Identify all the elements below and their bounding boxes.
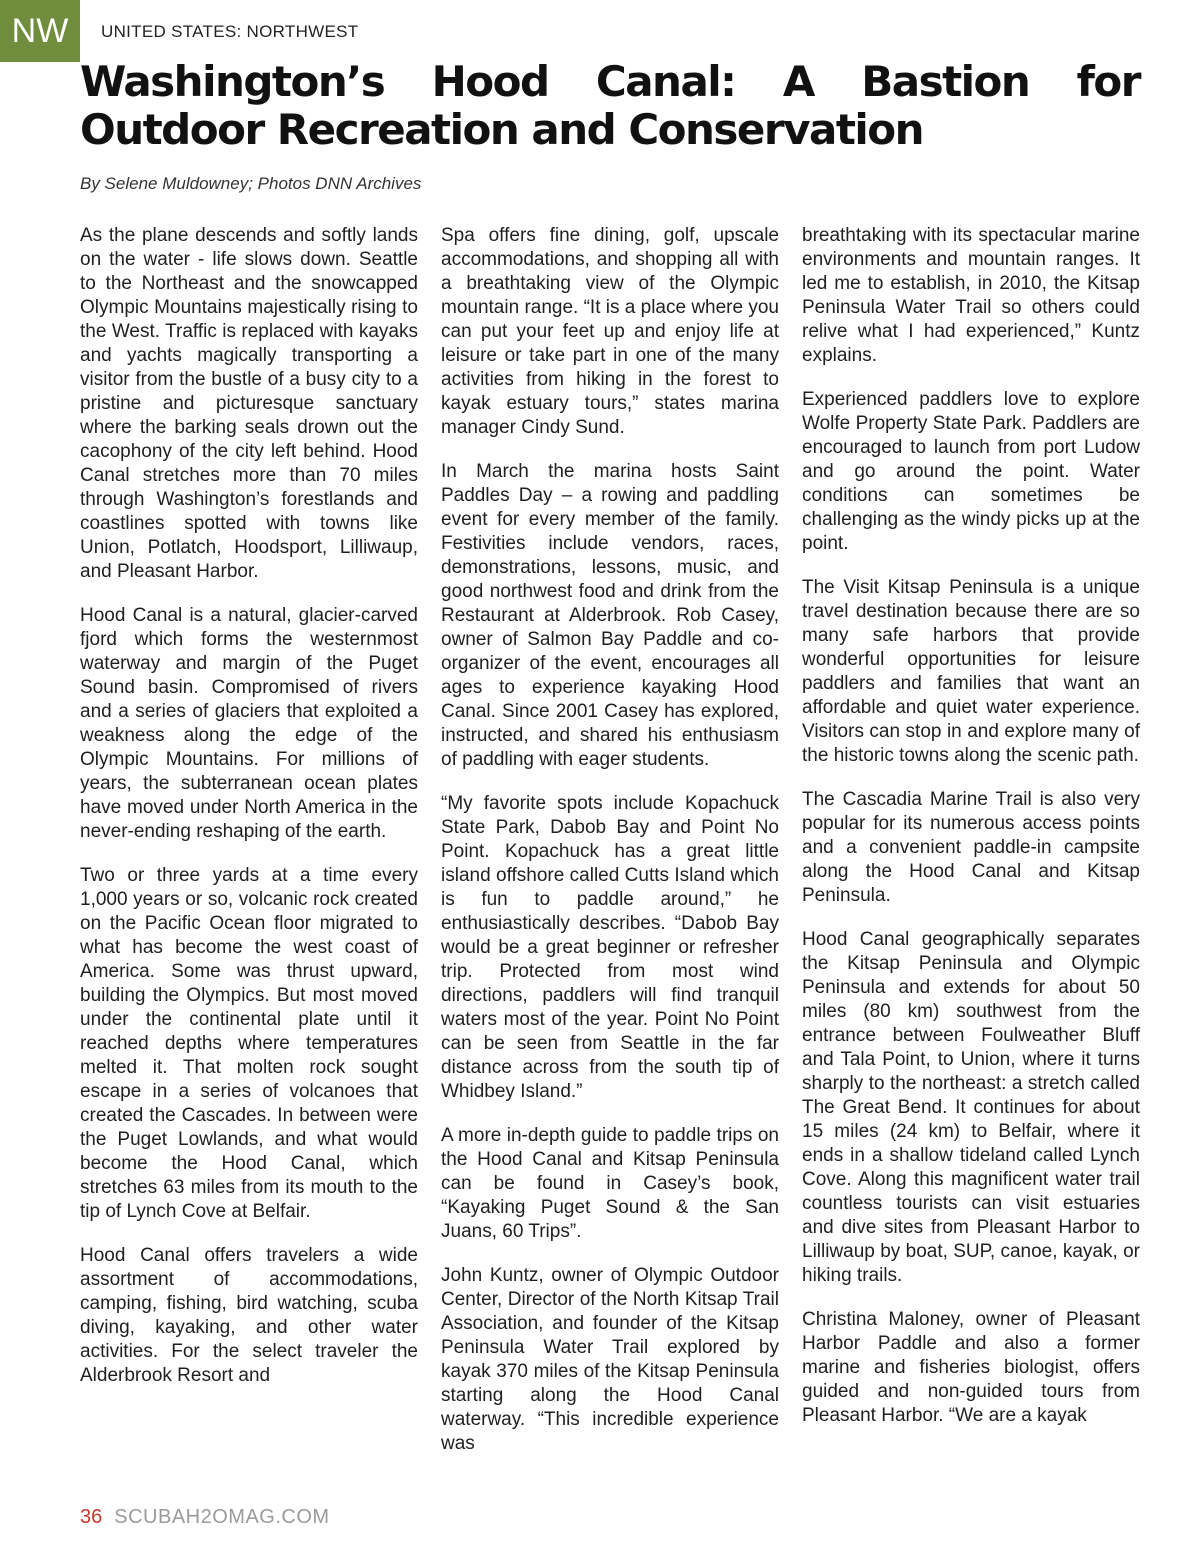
site-url: SCUBAH2OMAG.COM	[114, 1506, 330, 1528]
paragraph: As the plane descends and softly lands on the water - life slows down. Seattle to the Northeast and the snowcapped Olympic Mountains majestically rising to the West. Traffic is replaced with kayaks and yachts magically transporting a visitor from the bustle of a busy city to a pristine and picturesque sanctuary where the barking seals drown out the cacophony of the city left behind. Hood Canal stretches more than 70 miles through Washington’s forestlands and coastlines spotted with towns like Union, Potlatch, Hoodsport, Lilliwaup, and Pleasant Harbor.	[80, 225, 418, 582]
paragraph: John Kuntz, owner of Olympic Outdoor Center, Director of the North Kitsap Trail Association, and founder of the Kitsap Peninsula Water Trail explored by kayak 370 miles of the Kitsap Peninsula starting along the Hood Canal waterway. “This incredible experience was	[441, 1265, 779, 1454]
paragraph: Hood Canal offers travelers a wide assortment of accommodations, camping, fishing, bird watching, scuba diving, kayaking, and other water activities. For the select traveler the Alderbrook Resort and	[80, 1245, 418, 1386]
paragraph: A more in-depth guide to paddle trips on the Hood Canal and Kitsap Peninsula can be found in Casey’s book, “Kayaking Puget Sound & the San Juans, 60 Trips”.	[441, 1125, 779, 1242]
article-column-3	[802, 224, 1140, 1448]
page-number: 36	[80, 1506, 103, 1528]
paragraph: Hood Canal is a natural, glacier-carved fjord which forms the westernmost waterway and margin of the Puget Sound basin. Compromised of rivers and a series of glaciers that exploited a weakness along the edge of the Olympic Mountains. For millions of years, the subterranean ocean plates have moved under North America in the never-ending reshaping of the earth.	[80, 605, 418, 842]
paragraph: In March the marina hosts Saint Paddles Day – a rowing and paddling event for every member of the family. Festivities include vendors, races, demonstrations, lessons, music, and good northwest food and drink from the Restaurant at Alderbrook. Rob Casey, owner of Salmon Bay Paddle and co-organizer of the event, encourages all ages to experience kayaking Hood Canal. Since 2001 Casey has explored, instructed, and shared his enthusiasm of paddling with eager students.	[441, 461, 779, 770]
page-footer	[80, 1506, 330, 1529]
paragraph: Experienced paddlers love to explore Wolfe Property State Park. Paddlers are encouraged to launch from port Ludow and go around the point. Water conditions can sometimes be challenging as the windy picks up at the point.	[802, 389, 1140, 554]
article-column-1	[80, 224, 418, 1408]
paragraph: The Visit Kitsap Peninsula is a unique travel destination because there are so many safe harbors that provide wonderful opportunities for leisure paddlers and families that want an affordable and quiet water experience. Visitors can stop in and explore many of the historic towns along the scenic path.	[802, 577, 1140, 766]
article-title: Washington’s Hood Canal: A Bastion for Outdoor Recreation and Conservation	[80, 57, 1140, 154]
paragraph: “My favorite spots include Kopachuck State Park, Dabob Bay and Point No Point. Kopachuck has a great little island offshore called Cutts Island which is fun to paddle around,” he enthusiastically describes. “Dabob Bay would be a great beginner or refresher trip. Protected from most wind directions, paddlers will find tranquil waters most of the year. Point No Point can be seen from Seattle in the far distance across from the south tip of Whidbey Island.”	[441, 793, 779, 1102]
paragraph: Hood Canal geographically separates the Kitsap Peninsula and Olympic Peninsula and extends for about 50 miles (80 km) southwest from the entrance between Foulweather Bluff and Tala Point, to Union, where it turns sharply to the northeast: a stretch called The Great Bend. It continues for about 15 miles (24 km) to Belfair, where it ends in a shallow tideland called Lynch Cove. Along this magnificent water trail countless tourists can visit estuaries and dive sites from Pleasant Harbor to Lilliwaup by boat, SUP, canoe, kayak, or hiking trails.	[802, 929, 1140, 1286]
paragraph: Christina Maloney, owner of Pleasant Harbor Paddle and also a former marine and fisheries biologist, offers guided and non-guided tours from Pleasant Harbor. “We are a kayak	[802, 1309, 1140, 1426]
article-byline: By Selene Muldowney; Photos DNN Archives	[80, 174, 422, 193]
paragraph: Spa offers fine dining, golf, upscale accommodations, and shopping all with a breathtaking view of the Olympic mountain range. “It is a place where you can put your feet up and enjoy life at leisure or take part in one of the many activities from hiking in the forest to kayak estuary tours,” states marina manager Cindy Sund.	[441, 225, 779, 438]
paragraph: breathtaking with its spectacular marine environments and mountain ranges. It led me to establish, in 2010, the Kitsap Peninsula Water Trail so others could relive what I had experienced,” Kuntz explains.	[802, 225, 1140, 366]
paragraph: Two or three yards at a time every 1,000 years or so, volcanic rock created on the Pacific Ocean floor migrated to what has become the west coast of America. Some was thrust upward, building the Olympics. But most moved under the continental plate until it reached depths where temperatures melted it. That molten rock sought escape in a series of volcanoes that created the Cascades. In between were the Puget Lowlands, and what would become the Hood Canal, which stretches 63 miles from its mouth to the tip of Lynch Cove at Belfair.	[80, 865, 418, 1222]
article-column-2	[441, 224, 779, 1476]
section-label: UNITED STATES: NORTHWEST	[101, 22, 359, 41]
paragraph: The Cascadia Marine Trail is also very popular for its numerous access points and a convenient paddle-in campsite along the Hood Canal and Kitsap Peninsula.	[802, 789, 1140, 906]
region-tab: NW	[0, 0, 80, 62]
